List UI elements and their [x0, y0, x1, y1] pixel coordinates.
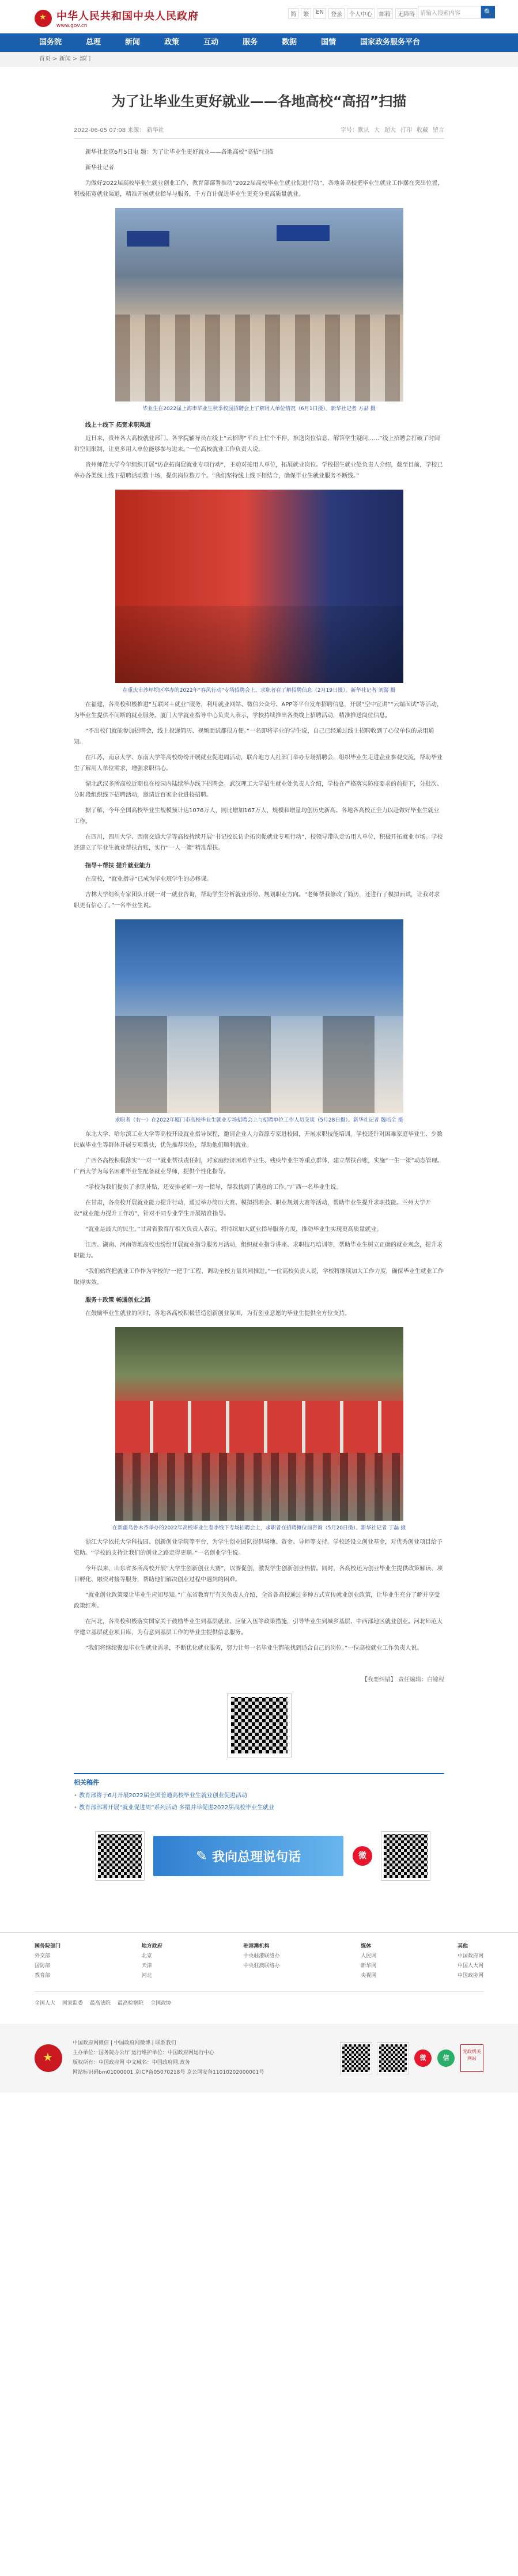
- section-heading: 线上＋线下 拓宽求职渠道: [85, 422, 151, 429]
- article-paragraph: “就业是最大的民生。”甘肃省教育厅相关负责人表示，将持续加大就业指导服务力度，推动毕业生实现更高质量就业。: [85, 1226, 383, 1233]
- share-row: [74, 1832, 444, 1880]
- site-logo[interactable]: [35, 8, 199, 29]
- font-size-default[interactable]: 字号：默认: [341, 127, 369, 134]
- breadcrumb-separator: >: [72, 56, 78, 62]
- section-heading: 指导＋帮扶 提升就业能力: [85, 863, 151, 869]
- photo-crowd-shape: [115, 606, 403, 683]
- footer-line: 网站标识码bm01000001 京ICP备05070218号 京公网安备11010202000001号: [73, 2070, 264, 2075]
- site-name: 中华人民共和国中央人民政府: [56, 10, 199, 22]
- photo-caption: 在重庆市沙坪坝区举办的2022年“春风行动”专场招聘会上，求职者在了解招聘信息（2月19日摄）。新华社记者 刘潺 摄: [122, 688, 396, 694]
- footer-link[interactable]: 人民网: [361, 1953, 377, 1959]
- article-tools: [341, 125, 444, 134]
- feedback-banner[interactable]: [153, 1836, 343, 1876]
- search-input[interactable]: 请输入搜索内容: [418, 6, 481, 18]
- article-meta: [74, 125, 444, 139]
- article-byline: 新华社记者: [85, 165, 114, 171]
- related-link[interactable]: • 教育部部署开展“就业促进周”系列活动 多措并举促进2022届高校毕业生就业: [74, 1802, 444, 1811]
- top-link-mail[interactable]: 邮箱: [377, 8, 393, 19]
- national-emblem-icon: [35, 10, 52, 27]
- article-photo-job-fair: [115, 490, 403, 683]
- qr-code-icon: [377, 2043, 409, 2074]
- article-paragraph: 在福建，各高校积极推进“互联网＋就业”服务，利用就业网站、微信公众号、APP等平台发布招聘信息，开展“空中宣讲”“云端面试”等活动，为毕业生提供不间断的就业服务。厦门大学就业指导中心负责人表示，学校持续推出各类线上招聘活动，精准推送岗位信息。: [74, 702, 443, 719]
- friend-links: [35, 1991, 483, 2006]
- search-icon[interactable]: 🔍: [481, 6, 495, 18]
- footer-link[interactable]: 央视网: [361, 1973, 377, 1979]
- site-footer: [0, 2024, 518, 2093]
- nav-item-premier[interactable]: 总理: [86, 38, 101, 47]
- photo-caption: 在新疆乌鲁木齐举办的2022年高校毕业生春季线下专场招聘会上，求职者在招聘摊位前咨询（5月20日摄）。新华社记者 丁磊 摄: [112, 1525, 406, 1531]
- footer-line: 中国政府网微信 | 中国政府网微博 | 联系我们: [73, 2040, 176, 2046]
- photo-crowd-shape: [115, 315, 403, 401]
- main-nav: [0, 33, 518, 52]
- footer-link[interactable]: 中国人大网: [457, 1963, 483, 1969]
- friend-link[interactable]: 最高检察院: [118, 2001, 144, 2006]
- nav-item-data[interactable]: 数据: [282, 38, 297, 47]
- footer-link[interactable]: 国防部: [35, 1963, 51, 1969]
- breadcrumb: [0, 52, 518, 67]
- article-paragraph: 浙江大学依托大学科技园、创新创业学院等平台，为学生创业团队提供场地、资金、导师等支持。学校还设立创业基金，对优秀创业项目给予资助。“学校的支持让我们的创业之路走得更顺。”一名创业学生说。: [74, 1539, 443, 1556]
- editor-line: 【我要纠错】 责任编辑：白锦程: [361, 1677, 444, 1683]
- related-title: 相关稿件: [74, 1779, 99, 1786]
- related-link[interactable]: • 教育部将于6月开展2022届全国普通高校毕业生就业创业促进活动: [74, 1790, 444, 1799]
- article-paragraph: 在高校，“就业指导”已成为毕业班学生的必修课。: [85, 876, 213, 882]
- article-paragraph: 江西、湖南、河南等地高校也纷纷开展就业指导服务月活动，组织就业指导讲座、求职技巧培训等，帮助毕业生树立正确的就业观念，提升求职能力。: [74, 1242, 443, 1259]
- photo-banner-shape: [127, 231, 169, 247]
- article-photo-graduates: [115, 208, 403, 401]
- article-paragraph: 为做好2022届高校毕业生就业创业工作，教育部部署推动“2022届高校毕业生就业促进行动”，各地各高校把毕业生就业工作摆在突出位置，积极拓宽就业渠道，精准开展就业指导与服务，千方百计促进毕业生更充分更高质量就业。: [74, 180, 444, 198]
- comment-button[interactable]: 留言: [433, 127, 444, 134]
- font-size-xlarge[interactable]: 超大: [384, 127, 396, 134]
- font-size-large[interactable]: 大: [374, 127, 380, 134]
- wechat-icon[interactable]: 信: [437, 2050, 455, 2067]
- top-link-accessibility[interactable]: 无障碍: [395, 8, 417, 19]
- top-link-login[interactable]: 登录: [328, 8, 345, 19]
- footer-link[interactable]: 中国政府网: [457, 1953, 483, 1959]
- article-photo-interview: [115, 919, 403, 1113]
- breadcrumb-separator: >: [52, 56, 58, 62]
- article: [74, 90, 444, 1880]
- footer-link[interactable]: 外交部: [35, 1953, 51, 1959]
- top-link-simplified[interactable]: 简: [288, 8, 298, 19]
- qr-code-icon: [341, 2043, 372, 2074]
- friend-link[interactable]: 国家监委: [62, 2001, 84, 2006]
- article-paragraph: 吉林大学组织专家团队开展一对一就业咨询，帮助学生分析就业形势、规划职业方向。“老师帮我修改了简历，还进行了模拟面试，让我对求职更有信心了。”一名毕业生说。: [74, 892, 440, 909]
- nav-item-interaction[interactable]: 互动: [203, 38, 219, 47]
- footer-link[interactable]: 新华网: [361, 1963, 377, 1969]
- favorite-button[interactable]: 收藏: [417, 127, 428, 134]
- page-title: 为了让毕业生更好就业——各地高校“高招”扫描: [111, 93, 407, 109]
- breadcrumb-home[interactable]: 首页: [39, 56, 51, 62]
- pen-icon: ✎: [195, 1848, 208, 1864]
- article-paragraph: 贵州师范大学今年组织开展“访企拓岗促就业专项行动”，主动对接用人单位，拓展就业岗位。学校招生就业处负责人介绍，截至目前，学校已举办各类线上线下招聘活动数十场，提供岗位数万个。“我们坚持线上线下相结合，确保毕业生就业服务不断线。”: [74, 462, 443, 479]
- photo-crowd-shape: [115, 1453, 403, 1521]
- photo-caption: 求职者（右一）在2022年厦门市高校毕业生就业专场招聘会上与招聘单位工作人员交谈（5月28日摄）。新华社记者 魏培全 摄: [115, 1117, 403, 1123]
- article-lead: 新华社北京6月5日电 题：为了让毕业生更好就业——各地高校“高招”扫描: [85, 149, 274, 156]
- photo-tents-shape: [115, 1401, 403, 1453]
- article-photo-outdoor-fair: [115, 1327, 403, 1521]
- article-paragraph: “我们将继续聚焦毕业生就业需求，不断优化就业服务，努力让每一名毕业生都能找到适合自己的岗位。”一位高校就业工作负责人说。: [85, 1645, 423, 1651]
- article-paragraph: 在四川，四川大学、西南交通大学等高校持续开展“书记校长访企拓岗促就业专项行动”，校领导带队走访用人单位，积极开拓就业市场。学校还建立了毕业生就业帮扶台账，实行“一人一策”精准帮扶。: [74, 834, 443, 851]
- friend-link[interactable]: 全国政协: [150, 2001, 172, 2006]
- footer-text: [73, 2039, 264, 2078]
- article-paragraph: 在甘肃，各高校开展就业能力提升行动，通过举办简历大赛、模拟招聘会、职业规划大赛等活动，帮助毕业生提升求职技能。兰州大学开设“就业能力提升工作坊”，针对不同专业学生开展精准指导。: [74, 1200, 431, 1217]
- top-links: [288, 8, 417, 19]
- breadcrumb-department[interactable]: 部门: [79, 56, 91, 62]
- photo-caption: 毕业生在2022届上海市毕业生秋季校园招聘会上了解用人单位情况（6月1日摄）。新华社记者 方喆 摄: [142, 406, 376, 412]
- footer-link-column: [361, 1942, 376, 1981]
- footer-link[interactable]: 中央驻港联络办: [243, 1953, 280, 1959]
- top-link-traditional[interactable]: 繁: [301, 8, 311, 19]
- gov-site-badge[interactable]: 党政机关网站: [460, 2044, 483, 2072]
- photo-banner-shape: [277, 225, 330, 241]
- article-paragraph: 在鼓励毕业生就业的同时，各地各高校积极营造创新创业氛围，为有创业意愿的毕业生提供全方位支持。: [85, 1310, 350, 1317]
- site-url: www.gov.cn: [56, 23, 88, 29]
- footer-link-column: [457, 1942, 483, 1981]
- top-link-english[interactable]: EN: [313, 8, 326, 19]
- footer-column-title: 国务院部门: [35, 1944, 61, 1949]
- article-paragraph: 湖北武汉多所高校近期也在校园内陆续举办线下招聘会。武汉理工大学招生就业处负责人介绍，学校在严格落实防疫要求的前提下，分批次、分时段组织线下招聘活动，邀请近百家企业进校招聘。: [74, 781, 443, 798]
- top-link-profile[interactable]: 个人中心: [347, 8, 375, 19]
- footer-links: [0, 1932, 518, 1981]
- footer-link[interactable]: 中国政协网: [457, 1973, 483, 1979]
- nav-item-news[interactable]: 新闻: [125, 38, 141, 47]
- breadcrumb-news[interactable]: 新闻: [59, 56, 71, 62]
- footer-qr-group: [341, 2043, 483, 2074]
- article-paragraph: 广西各高校积极落实“一对一”就业帮扶责任制，对家庭经济困难毕业生、残疾毕业生等重点群体，建立帮扶台账，实施“一生一策”动态管理。广西大学为每名困难毕业生配备就业导师，提供个性化指导。: [74, 1158, 443, 1175]
- article-date-source: 2022-06-05 07:08 来源： 新华社: [74, 127, 164, 134]
- photo-people-shape: [115, 1016, 403, 1113]
- article-paragraph: “不出校门就能参加招聘会，线上投递简历、视频面试都很方便。”一名即将毕业的学生说，自己已经通过线上招聘收到了心仪单位的录用通知。: [74, 728, 434, 745]
- footer-column-title: 地方政府: [141, 1944, 162, 1949]
- qr-code-icon: [381, 1832, 430, 1880]
- weibo-icon[interactable]: 微: [353, 1846, 372, 1866]
- article-paragraph: “我们始终把就业工作作为学校的‘一把手’工程，调动全校力量共同推进。”一位高校负责人说，学校将继续加大工作力度，确保毕业生就业工作取得实效。: [74, 1268, 444, 1286]
- article-paragraph: 近日来，贵州各大高校就业部门、各学院辅导员在线上“云招聘”平台上忙个不停，推送岗位信息、解答学生疑问……“线上招聘会打破了时间和空间限制，让更多用人单位能够参与进来。”一位高校就业工作负责人说。: [74, 435, 440, 453]
- print-button[interactable]: 打印: [400, 127, 412, 134]
- footer-link[interactable]: 中央驻澳联络办: [243, 1963, 280, 1969]
- weibo-icon[interactable]: 微: [414, 2050, 432, 2067]
- article-paragraph: 在河北，各高校积极落实国家关于鼓励毕业生到基层就业、应征入伍等政策措施，引导毕业生到城乡基层、中西部地区就业创业。河北师范大学建立基层就业项目库，为有意到基层工作的毕业生提供信息服务。: [74, 1619, 443, 1636]
- footer-column-title: 其他: [457, 1944, 468, 1949]
- nav-item-national-conditions[interactable]: 国情: [321, 38, 336, 47]
- national-emblem-icon: [35, 2044, 62, 2072]
- related-articles: [74, 1773, 444, 1811]
- nav-item-gov-service-platform[interactable]: 国家政务服务平台: [360, 38, 421, 47]
- photo-poster-glyph: [236, 513, 251, 558]
- qr-code-icon: [96, 1832, 144, 1880]
- footer-link[interactable]: 北京: [141, 1953, 152, 1959]
- friend-link[interactable]: 全国人大: [35, 2001, 56, 2006]
- footer-column-title: 驻港澳机构: [243, 1944, 270, 1949]
- footer-column-title: 媒体: [361, 1944, 372, 1949]
- footer-line: 主办单位：国务院办公厅 运行维护单位：中国政府网运行中心: [73, 2050, 214, 2056]
- nav-item-policy[interactable]: 政策: [164, 38, 180, 47]
- section-heading: 服务＋政策 畅通创业之路: [85, 1297, 151, 1304]
- article-paragraph: “学校为我们提供了求职补贴，还安排老师一对一指导，帮我找到了满意的工作。”广西一名毕业生说。: [85, 1184, 342, 1191]
- article-paragraph: “就业创业政策要让毕业生应知尽知。”广东省教育厅有关负责人介绍，全省各高校通过多种方式宣传就业创业政策，让毕业生充分了解并享受政策红利。: [74, 1592, 440, 1609]
- nav-item-state-council[interactable]: 国务院: [39, 38, 62, 47]
- footer-link-column: [35, 1942, 61, 1981]
- footer-link[interactable]: 教育部: [35, 1973, 51, 1979]
- friend-link[interactable]: 最高法院: [90, 2001, 111, 2006]
- article-paragraph: 在江苏，南京大学、东南大学等高校纷纷开展就业促进周活动，联合地方人社部门举办专场招聘会，组织毕业生走进企业参观交流，帮助毕业生了解用人单位需求，增强求职信心。: [74, 755, 443, 772]
- feedback-label: 我向总理说句话: [212, 1850, 301, 1865]
- article-paragraph: 东北大学、哈尔滨工业大学等高校开设就业指导课程，邀请企业人力资源专家进校园，开展求职技能培训。学校还针对困难家庭毕业生、少数民族毕业生等群体开展专项帮扶，优先推荐岗位，帮助他们顺利就业。: [74, 1131, 443, 1149]
- footer-link-column: [243, 1942, 279, 1981]
- site-header: [0, 0, 518, 33]
- article-paragraph: 据了解，今年全国高校毕业生规模预计达1076万人，同比增加167万人，规模和增量均创历史新高。各地各高校正全力以赴做好毕业生就业工作。: [74, 808, 440, 825]
- nav-item-service[interactable]: 服务: [243, 38, 258, 47]
- article-paragraph: 今年以来，山东省多所高校开展“大学生创新创业大赛”，以赛促创，激发学生创新创业热情。同时，各高校还为创业毕业生提供政策解读、项目孵化、融资对接等服务，帮助他们解决创业过程中遇到的困难。: [74, 1566, 443, 1583]
- footer-link-column: [142, 1942, 162, 1981]
- footer-link[interactable]: 河北: [141, 1973, 152, 1979]
- footer-link[interactable]: 天津: [141, 1963, 152, 1969]
- share-qr-code: [228, 1694, 291, 1757]
- footer-line: 版权所有：中国政府网 中文域名：中国政府网.政务: [73, 2060, 190, 2066]
